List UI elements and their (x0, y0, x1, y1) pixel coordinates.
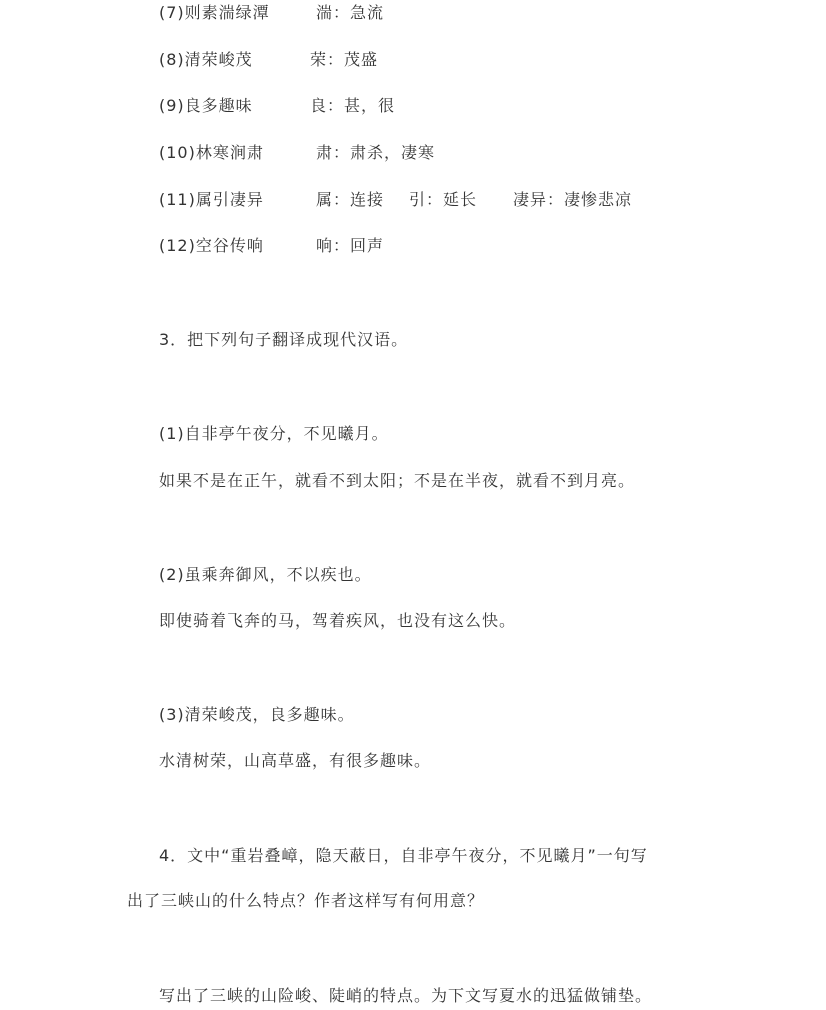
vocab-phrase: (10)林寒涧肃 (159, 143, 264, 162)
vocab-phrase: (12)空谷传响 (159, 236, 264, 255)
source-sentence: (2)虽乘奔御风，不以疾也。 (159, 565, 372, 584)
vocab-phrase: (11)属引凄异 (159, 190, 264, 209)
translation: 即使骑着飞奔的马，驾着疾风，也没有这么快。 (159, 611, 517, 630)
vocab-gloss: 属：连接 (316, 190, 385, 209)
source-sentence: (1)自非亭午夜分，不见曦月。 (159, 424, 389, 443)
translation: 水清树荣，山高草盛，有很多趣味。 (159, 751, 432, 770)
vocab-phrase: (8)清荣峻茂 (159, 50, 253, 69)
source-sentence: (3)清荣峻茂，良多趣味。 (159, 705, 355, 724)
vocab-gloss: 肃：肃杀，凄寒 (316, 143, 436, 162)
translation: 如果不是在正午，就看不到太阳；不是在半夜，就看不到月亮。 (159, 471, 636, 490)
answer-text: 写出了三峡的山险峻、陡峭的特点。为下文写夏水的迅猛做铺垫。 (159, 986, 653, 1005)
vocab-gloss: 凄异：凄惨悲凉 (513, 190, 633, 209)
vocab-phrase: (9)良多趣味 (159, 96, 253, 115)
vocab-phrase: (7)则素湍绿潭 (159, 3, 270, 22)
question-text: 4．文中“重岩叠嶂，隐天蔽日，自非亭午夜分，不见曦月”一句写 (159, 846, 648, 865)
vocab-gloss: 荣：茂盛 (310, 50, 379, 69)
vocab-gloss: 引：延长 (409, 190, 478, 209)
vocab-gloss: 良：甚，很 (310, 96, 396, 115)
question-text: 出了三峡山的什么特点？作者这样写有何用意？ (127, 891, 485, 910)
vocab-gloss: 湍：急流 (316, 3, 385, 22)
question-heading: 3．把下列句子翻译成现代汉语。 (159, 330, 409, 349)
vocab-gloss: 响：回声 (316, 236, 385, 255)
